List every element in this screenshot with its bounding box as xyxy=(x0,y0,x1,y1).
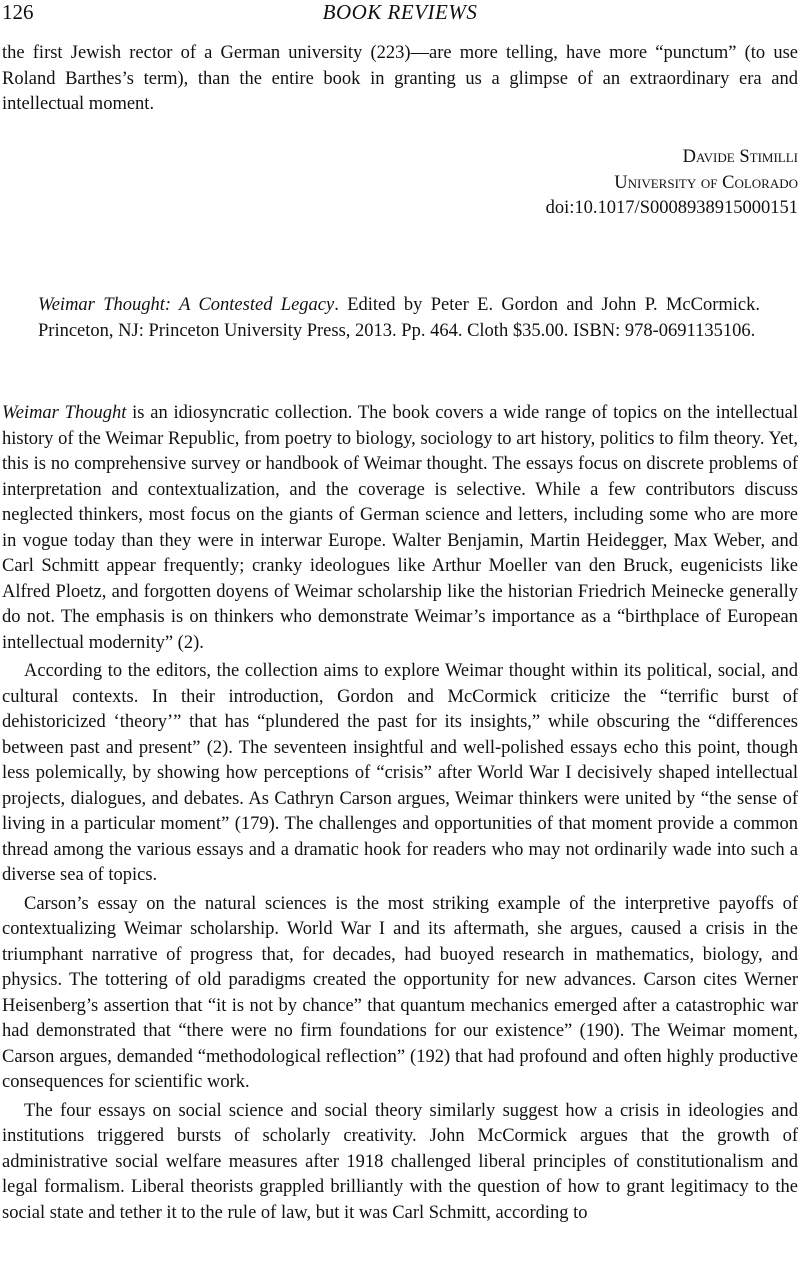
book-title: Weimar Thought: A Contested Legacy xyxy=(38,295,335,315)
journal-section-title: BOOK REVIEWS xyxy=(322,0,478,24)
review-paragraph-4: The four essays on social science and social theory similarly suggest how a crisis in ideologies and institutions triggered bursts of scholarly creativity. John McCormick argues that the growth of administrative social welfare measures after 1918 challenged liberal principles of constitutionalism and legal formalism. Liberal theorists grappled brilliantly with the question of how to grant legitimacy to the social state and tether it to the rule of law, but it was Carl Schmitt, according to xyxy=(2,1100,798,1223)
review-paragraph-1-text: is an idiosyncratic collection. The book covers a wide range of topics on the intellectual history of the Weimar Republic, from poetry to biology, sociology to art history, politics to film theory. Yet, this is no comprehensive survey or handbook of Weimar thought. The essays focus on discrete problems of interpretation and contextualization, and the coverage is selective. While a few contributors discuss neglected thinkers, most focus on the giants of German science and letters, including some who are more in vogue today than they were in interwar Europe. Walter Benjamin, Martin Heidegger, Max Weber, and Carl Schmitt appear frequently; cranky ideologues like Arthur Moeller van den Bruck, eugenicists like Alfred Ploetz, and forgotten doyens of Weimar scholarship like the historian Friedrich Meinecke generally do not. The emphasis is on thinkers who demonstrate Weimar’s importance as a “birthplace of European intellectual modernity” (2). xyxy=(2,403,798,653)
reviewer-affiliation: University of Colorado xyxy=(614,172,798,193)
book-citation xyxy=(38,293,760,344)
reviewer-signature xyxy=(546,145,798,222)
review-paragraph-3: Carson’s essay on the natural sciences is the most striking example of the interpretive payoffs of contextualizing Weimar scholarship. World War I and its aftermath, she argues, caused a crisis in the triumphant narrative of progress that, for decades, had buoyed research in mathematics, biology, and physics. The tottering of old paradigms created the opportunity for new advances. Carson cites Werner Heisenberg’s assertion that “it is not by chance” that quantum mechanics emerged after a catastrophic war had demonstrated that “there were no firm foundations for our existence” (190). The Weimar moment, Carson argues, demanded “methodological reflection” (192) that had profound and often highly productive consequences for scientific work. xyxy=(2,893,798,1092)
doi-reference: doi:10.1017/S0008938915000151 xyxy=(545,198,798,218)
review-paragraph-2: According to the editors, the collection aims to explore Weimar thought within its political, social, and cultural contexts. In their introduction, Gordon and McCormick criticize the “terrific burst of dehistoricized ‘theory’” that has “plundered the past for its insights,” while obscuring the “differences between past and present” (2). The seventeen insightful and well-polished essays echo this point, though less polemically, by showing how perceptions of “crisis” after World War I decisively shaped intellectual projects, dialogues, and debates. As Cathryn Carson argues, Weimar thinkers were united by “the sense of living in a particular moment” (179). The challenges and opportunities of that moment provide a common thread among the various essays and a dramatic hook for readers who may not ordinarily wade into such a diverse sea of topics. xyxy=(2,661,798,885)
review-body xyxy=(2,401,798,1226)
review-paragraph-1-title: Weimar Thought xyxy=(2,403,127,423)
previous-review-closing-paragraph: the first Jewish rector of a German university (223)—are more telling, have more “punctum” (to use Roland Barthes’s term), than the entire book in granting us a glimpse of an extraordinary era and intellectual moment. xyxy=(2,43,798,114)
page-number: 126 xyxy=(2,0,34,24)
book-publication-details: . Edited by Peter E. Gordon and John P. McCormick. Princeton, NJ: Princeton University Press, 2013. Pp. 464. Cloth $35.00. ISBN: 978-0691135106. xyxy=(38,295,760,341)
running-head xyxy=(2,0,798,26)
reviewer-name: Davide Stimilli xyxy=(682,147,798,167)
review-paragraph-1 xyxy=(2,401,798,656)
